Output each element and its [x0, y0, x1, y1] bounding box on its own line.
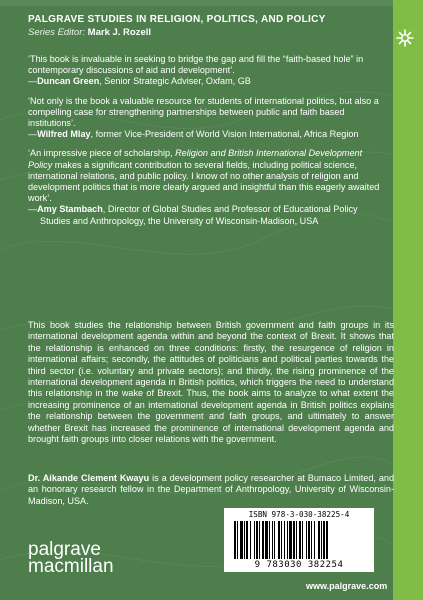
quote-role: , former Vice-President of World Vision International, Africa Region	[90, 129, 359, 140]
barcode-digits: 9 783030 382254	[254, 560, 344, 570]
endorsement-quote	[28, 96, 388, 141]
quote-attribution	[28, 204, 388, 226]
publisher-logo-line1: palgrave	[28, 539, 101, 560]
author-bio-text: is a development policy researcher at Bumaco Limited, and an honorary research fellow in the Department of Anthropology, University of Wisconsin-Madison, USA.	[28, 473, 395, 506]
quote-attribution	[28, 76, 388, 87]
series-title: PALGRAVE STUDIES IN RELIGION, POLITICS, AND POLICY	[28, 14, 326, 25]
quote-text	[28, 148, 388, 204]
quote-dash: —	[28, 204, 38, 215]
publisher-url: www.palgrave.com	[306, 581, 388, 591]
series-editor-name: Mark J. Rozell	[87, 27, 152, 38]
quote-role: , Senior Strategic Adviser, Oxfam, GB	[99, 76, 251, 87]
endorsements	[28, 54, 388, 235]
series-editor	[28, 27, 326, 38]
quote-text: ‘Not only is the book a valuable resource for students of international politics, but also a compelling case for strengthening partnerships between public and faith based institutions’.	[28, 95, 379, 129]
book-title-italic: Religion and British International Development Policy	[28, 148, 363, 170]
springer-nature-logo-icon	[393, 26, 417, 50]
endorsement-quote	[28, 54, 388, 88]
endorsement-quote	[28, 148, 388, 226]
series-header	[28, 14, 326, 38]
quote-role: , Director of Global Studies and Professor of Educational Policy Studies and Anthropology, the University of Wisconsin-Madison, USA	[40, 204, 358, 226]
quote-text-part: ‘An impressive piece of scholarship,	[28, 148, 176, 159]
quote-author: Amy Stambach	[37, 204, 103, 215]
quote-text-part: makes a significant contribution to several fields, including political science, international relations, and public policy. I know of no other analysis of religion and development politics that is more clearly argued and insightful than this eagerly awaited work’.	[28, 159, 380, 204]
series-editor-label: Series Editor:	[28, 27, 86, 38]
barcode-label	[224, 508, 374, 572]
author-bio	[28, 473, 394, 507]
book-description: This book studies the relationship between British government and faith groups in its international development agenda within and beyond the context of Brexit. It shows that the relationship is enhanced on three conditions: firstly, the resurgence of religion in international affairs; secondly, the attitudes of politicians and political parties towards the third sector (i.e. voluntary and private sectors); and thirdly, the rising prominence of the international development agenda in British politics, which triggers the need to understand this relationship in the wake of Brexit. Thus, the book aims to analyze to what extent the increasing prominence of an international development agenda in British politics explains the relationship between the government and faith groups, and ultimately to answer whether Brexit has increased the prominence of international development agenda and brought faith groups into closer relations with the government.	[28, 320, 394, 445]
publisher-logo-line2: macmillan	[28, 556, 114, 577]
quote-author: Wilfred Mlay	[37, 129, 91, 140]
isbn-text: ISBN 978-3-030-38225-4	[248, 510, 350, 519]
quote-dash: —	[28, 76, 38, 87]
quote-attribution	[28, 129, 388, 140]
quote-author: Duncan Green	[37, 76, 100, 87]
quote-text: ‘This book is invaluable in seeking to bridge the gap and fill the “faith-based hole” in contemporary discussions of aid and development’.	[28, 54, 364, 76]
quote-dash: —	[28, 129, 38, 140]
author-name: Dr. Aikande Clement Kwayu	[28, 473, 150, 483]
top-strip	[0, 0, 423, 6]
spine-band	[393, 0, 423, 600]
barcode-icon	[234, 521, 364, 559]
